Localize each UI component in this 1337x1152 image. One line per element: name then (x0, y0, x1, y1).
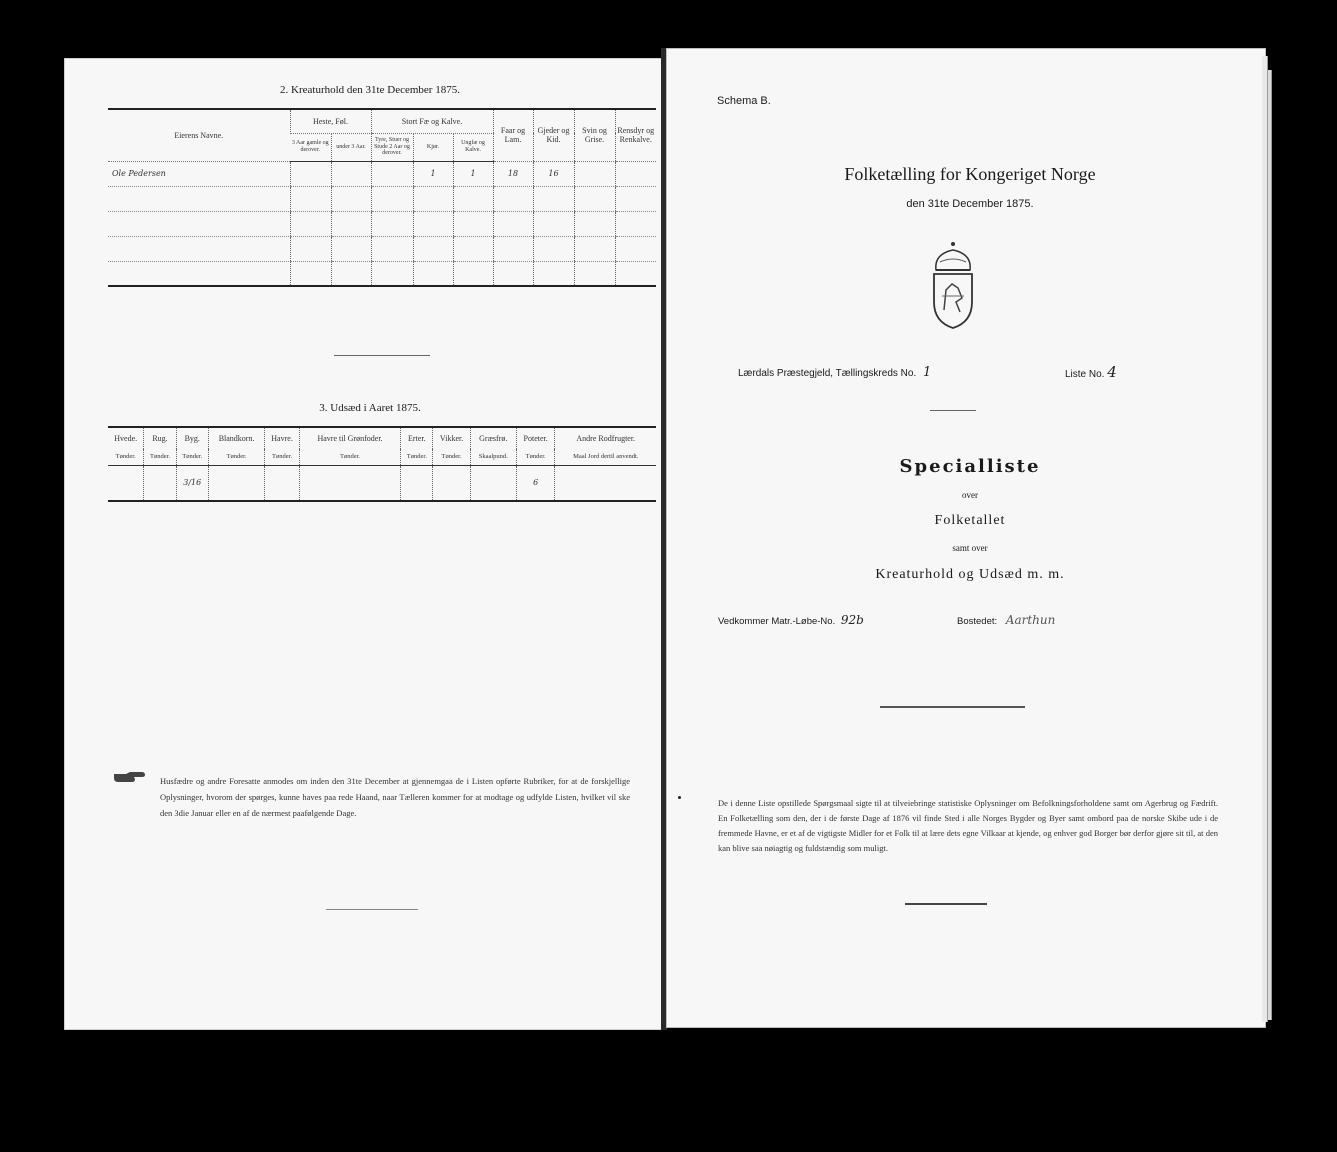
parish-label: Lærdals Præstegjeld, Tællingskreds No. (738, 368, 917, 379)
table-row (108, 186, 656, 211)
list-label: Liste No. (1065, 369, 1105, 380)
table-cell: 16 (533, 161, 574, 186)
pigs-header: Svin og Grise. (574, 109, 615, 161)
table-cell: 3/16 (176, 465, 208, 501)
kreaturhold-text: Kreaturhold og Udsæd m. m. (875, 567, 1065, 582)
table-row (108, 236, 656, 261)
cattle-header: Stort Fæ og Kalve. (371, 109, 493, 133)
goats-header: Gjeder og Kid. (533, 109, 574, 161)
horses-header: Heste, Føl. (290, 109, 371, 133)
divider (326, 909, 418, 910)
folketallet-text: Folketallet (934, 513, 1006, 528)
barley-header: Byg. (176, 427, 208, 449)
section3-title: 3. Udsæd i Aaret 1875. (319, 402, 421, 414)
table-cell (144, 465, 176, 501)
table-row (108, 211, 656, 236)
owner-name: Ole Pedersen (108, 161, 290, 186)
table-cell (401, 465, 433, 501)
over-text: over (962, 490, 978, 500)
table-cell (265, 465, 300, 501)
unit-label: Tønder. (108, 449, 144, 465)
table-cell (615, 161, 656, 186)
table-cell: 6 (516, 465, 555, 501)
unit-label: Tønder. (299, 449, 400, 465)
unit-label: Maal Jord dertil anvendt. (555, 449, 656, 465)
table-cell (108, 465, 144, 501)
livestock-table (108, 108, 656, 287)
unit-label: Tønder. (265, 449, 300, 465)
list-number: 4 (1107, 363, 1117, 381)
page-edge (1268, 70, 1272, 1020)
wheat-header: Hvede. (114, 433, 138, 443)
table-cell (331, 161, 371, 186)
table-cell: 1 (413, 161, 453, 186)
sowing-table (108, 426, 656, 502)
rye-header: Rug. (144, 427, 176, 449)
divider (930, 410, 976, 411)
section2-title: 2. Kreaturhold den 31te December 1875. (280, 84, 460, 96)
samt-over-text: samt over (952, 543, 988, 553)
coat-of-arms-icon (928, 240, 978, 332)
census-date: den 31te December 1875. (906, 198, 1034, 210)
table-cell (299, 465, 400, 501)
unit-label: Tønder. (208, 449, 264, 465)
divider (334, 355, 430, 356)
table-cell (371, 161, 413, 186)
unit-label: Skaalpund. (470, 449, 516, 465)
bosted-value: Aarthun (1005, 613, 1056, 627)
bosted-line (957, 613, 1055, 627)
potatoes-header: Poteter. (516, 427, 555, 449)
pointing-hand-icon (112, 770, 146, 784)
table-row (108, 161, 656, 186)
list-line (1065, 363, 1117, 381)
intro-paragraph: De i denne Liste opstillede Spørgsmaal sigte til at tilveiebringe statistiske Oplysninger om Befolkningsforholdene samt om Agerbrug og Fædrift. En Folketælling som den, der i de første Dage af 1876 vil finde Sted i alle Norges Bygder og Byer samt ombord paa de norske Skibe ude i de fremmede Havne, er et af de vigtigste Midler for et Folk til at lære dets egne Vilkaar at kjende, og enhver god Borger bør derfor gjøre sit til, at den kan blive saa nøiagtig og fuldstændig som muligt. (718, 798, 1218, 853)
right-page (666, 48, 1266, 1028)
table-cell (555, 465, 656, 501)
calves-header: Ungfæ og Kalve. (453, 133, 493, 161)
divider (880, 706, 1025, 708)
oats-header: Havre. (265, 427, 300, 449)
table-cell (290, 161, 331, 186)
sheep-header: Faar og Lam. (493, 109, 533, 161)
divider (905, 903, 987, 905)
reindeer-header: Rensdyr og Renkalve. (615, 109, 656, 161)
bulls-header: Tyre, Stuer og Stude 2 Aar og derover. (371, 133, 413, 161)
bullet-dot (678, 796, 681, 799)
green-oats-header: Havre til Grønfoder. (299, 427, 400, 449)
special-heading: Specialliste (899, 456, 1041, 477)
unit-label: Tønder. (401, 449, 433, 465)
footnote-text: Husfædre og andre Foresatte anmodes om inden den 31te December at gjennemgaa de i Listen opførte Rubriker, for at de forskjellige Oplysninger, hvorom der spørges, kunne haves paa rede Haand, naar Tælleren kommer for at modtage og udfylde Listen, hvilket vil ske den 3die Januar eller en af de nærmest paafølgende Dage. (160, 776, 630, 818)
cows-header: Kjør. (413, 133, 453, 161)
unit-label: Tønder. (176, 449, 208, 465)
unit-label: Tønder. (433, 449, 470, 465)
horses-3yr-header: 3 Aar gamle og derover. (290, 133, 331, 161)
unit-label: Tønder. (516, 449, 555, 465)
table-cell (574, 161, 615, 186)
bosted-label: Bostedet: (957, 616, 998, 627)
page-title: Folketælling for Kongeriget Norge (844, 164, 1096, 184)
schema-label: Schema B. (717, 95, 771, 107)
district-number: 1 (923, 365, 932, 380)
table-row (108, 465, 656, 501)
matr-number: 92b (840, 613, 864, 627)
unit-label: Tønder. (144, 449, 176, 465)
grass-seed-header: Græsfrø. (470, 427, 516, 449)
mixed-grain-header: Blandkorn. (208, 427, 264, 449)
owner-header: Eierens Navne. (108, 109, 290, 161)
horses-under3-header: under 3 Aar. (331, 133, 371, 161)
table-cell (208, 465, 264, 501)
table-row (108, 261, 656, 286)
table-cell: 1 (453, 161, 493, 186)
matr-line (718, 613, 864, 627)
table-cell (433, 465, 470, 501)
other-roots-header: Andre Rodfrugter. (555, 427, 656, 449)
parish-line (738, 365, 931, 380)
table-cell: 18 (493, 161, 533, 186)
vetch-header: Vikker. (433, 427, 470, 449)
table-cell (470, 465, 516, 501)
peas-header: Erter. (401, 427, 433, 449)
matr-label: Vedkommer Matr.-Løbe-No. (718, 616, 836, 627)
